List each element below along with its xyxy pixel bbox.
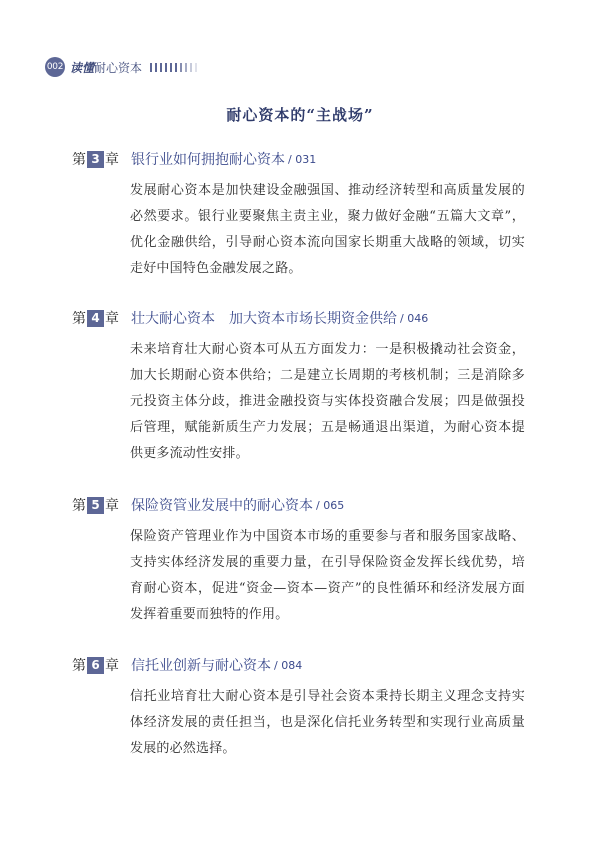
chapter-heading[interactable] xyxy=(72,494,344,516)
chapter-summary: 信托业培育壮大耐心资本是引导社会资本秉持长期主义理念支持实体经济发展的责任担当，也是深化信托业务转型和实现行业高质量发展的必然选择。 xyxy=(130,689,525,756)
page-title: 耐心资本的“主战场” xyxy=(226,106,374,124)
chapter-summary: 未来培育壮大耐心资本可从五方面发力：一是积极撬动社会资金，加大长期耐心资本供给；二是建立长周期的考核机制；三是消除多元投资主体分歧，推进金融投资与实体投资融合发展；四是做强投后管理，赋能新质生产力发展；五是畅通退出渠道，为耐心资本提供更多流动性安排。 xyxy=(130,342,525,461)
chapter-page: / 046 xyxy=(400,311,429,325)
chapter-label: 第 6 章 xyxy=(72,657,119,674)
chapter-label: 第 3 章 xyxy=(72,151,119,168)
chapter-page: / 031 xyxy=(288,152,317,166)
chapter-page: / 084 xyxy=(274,658,303,672)
chapter-number-box: 4 xyxy=(87,310,104,327)
chapter-heading[interactable] xyxy=(72,148,316,170)
book-title-strong: 读懂 xyxy=(70,60,95,75)
chapter-number-box: 3 xyxy=(87,151,104,168)
chapter-number-box: 6 xyxy=(87,657,104,674)
page-number-badge: 002 xyxy=(45,57,65,77)
chapter-heading[interactable] xyxy=(72,307,428,329)
chapter-title: 银行业如何拥抱耐心资本 xyxy=(131,152,285,168)
chapter-page: / 065 xyxy=(316,498,345,512)
chapter-number-box: 5 xyxy=(87,497,104,514)
chapter-label: 第 5 章 xyxy=(72,497,119,514)
chapter-summary: 保险资产管理业作为中国资本市场的重要参与者和服务国家战略、支持实体经济发展的重要力量，在引导保险资金发挥长线优势，培育耐心资本，促进“资金—资本—资产”的良性循环和经济发展方面发挥着重要而独特的作用。 xyxy=(130,529,525,622)
chapter-title: 保险资管业发展中的耐心资本 xyxy=(131,498,313,514)
header-decoration xyxy=(150,63,197,72)
book-title xyxy=(70,59,142,76)
chapter-label: 第 4 章 xyxy=(72,310,119,327)
book-title-rest: 耐心资本 xyxy=(94,60,143,75)
chapter-title: 信托业创新与耐心资本 xyxy=(131,658,271,674)
chapter-heading[interactable] xyxy=(72,654,302,676)
chapter-summary: 发展耐心资本是加快建设金融强国、推动经济转型和高质量发展的必然要求。银行业要聚焦主责主业，聚力做好金融“五篇大文章”，优化金融供给，引导耐心资本流向国家长期重大战略的领域，切实走好中国特色金融发展之路。 xyxy=(130,183,525,276)
chapter-title: 壮大耐心资本 加大资本市场长期资金供给 xyxy=(131,311,397,327)
running-header xyxy=(45,56,197,78)
